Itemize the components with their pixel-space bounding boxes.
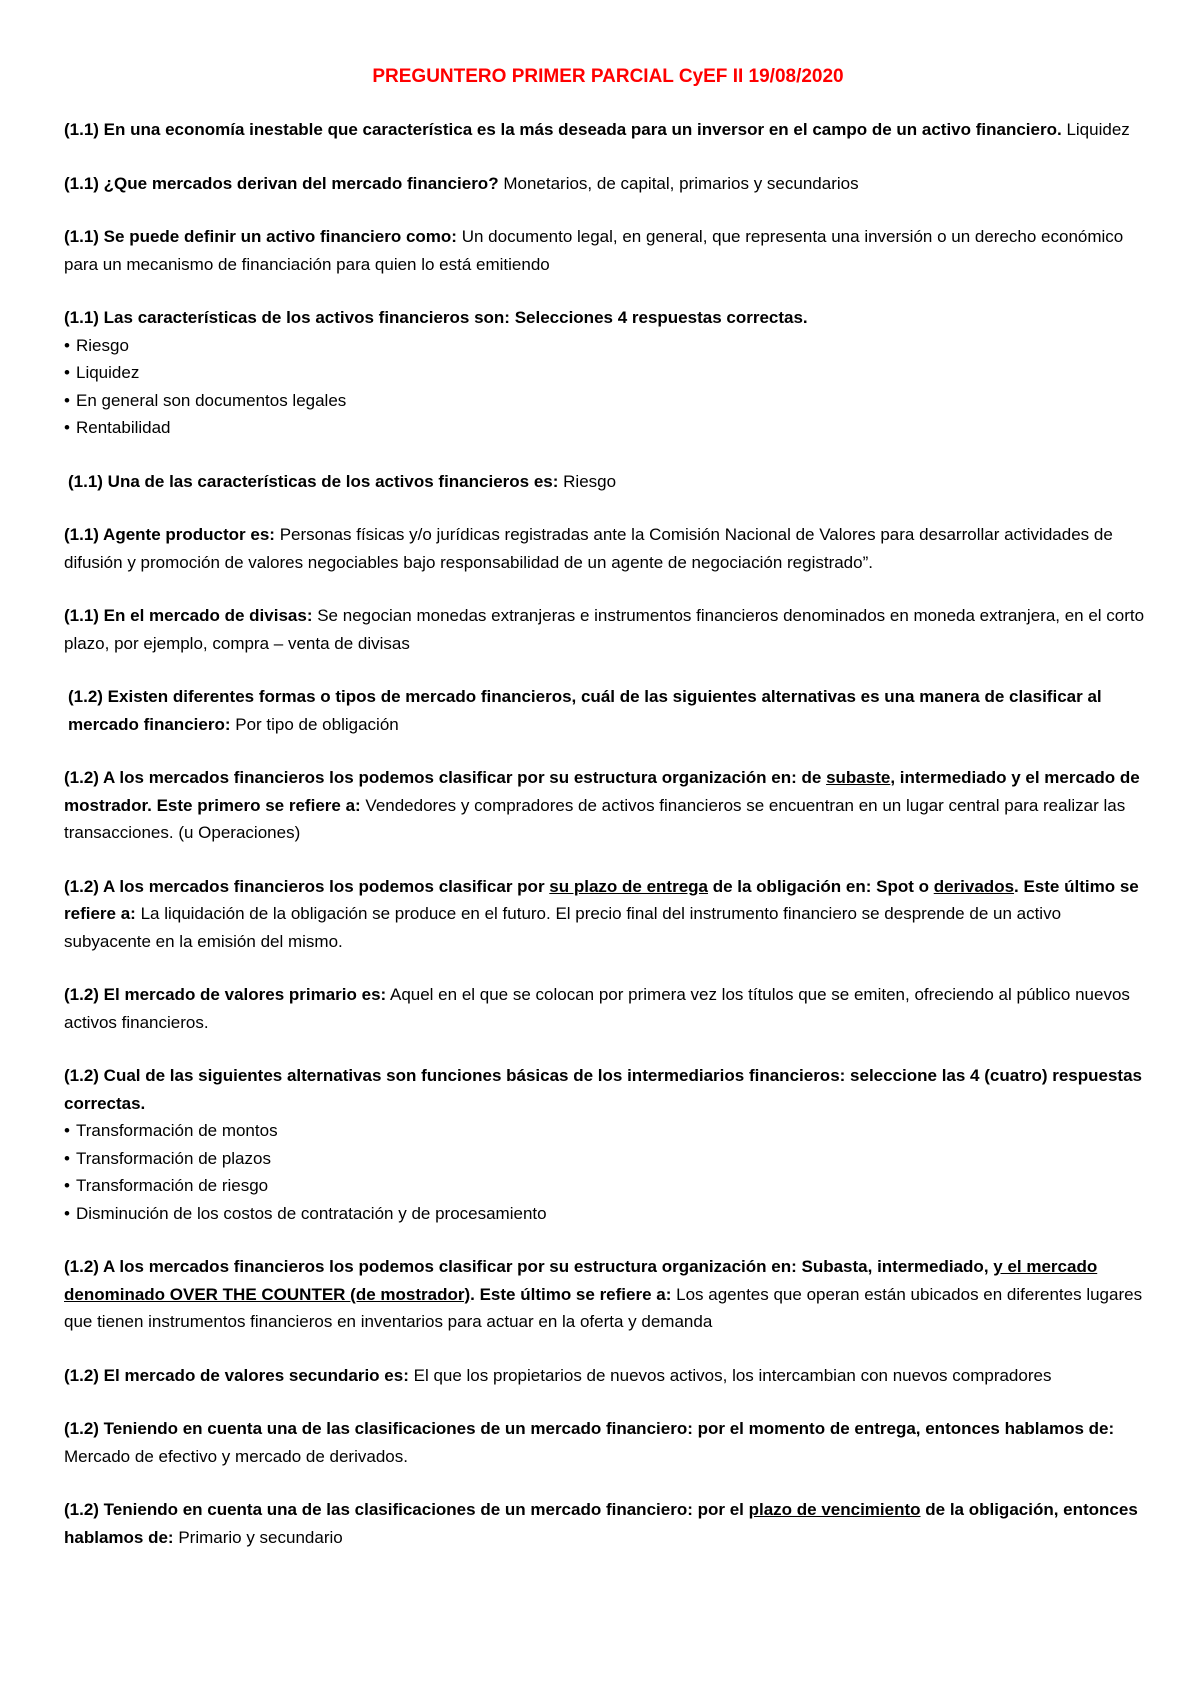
question-text: (1.1) Se puede definir un activo financiero como: <box>64 227 457 246</box>
answer-text: Personas físicas y/o jurídicas registradas ante la Comisión Nacional de Valores para desarrollar actividades de difusión y promoción de valores negociables bajo responsabilidad de un agente de negociación registrado”. <box>64 525 1113 572</box>
question-text: (1.2) El mercado de valores secundario es: <box>64 1365 409 1385</box>
question-text-part: (1.2) A los mercados financieros los podemos clasificar por su estructura organización en: Subasta, intermediado, <box>64 1257 994 1276</box>
answer-text: El que los propietarios de nuevos activos, los intercambian con nuevos compradores <box>413 1365 1052 1385</box>
question-1 <box>64 116 1152 144</box>
question-text: (1.1) En el mercado de divisas: <box>64 606 313 625</box>
answer-text: Monetarios, de capital, primarios y secundarios <box>503 173 859 193</box>
question-text: (1.1) En una economía inestable que característica es la más deseada para un inversor en el campo de un activo financiero. <box>64 120 1062 139</box>
question-text-part: de la obligación en: Spot o <box>707 876 934 896</box>
answer-text: Un documento legal, en general, que representa una inversión o un derecho económico para un mecanismo de financiación para quien lo está emitiendo <box>64 227 1124 274</box>
underlined-term: subaste <box>826 768 891 787</box>
document-title: PREGUNTERO PRIMER PARCIAL CyEF II 19/08/2020 <box>372 66 844 87</box>
answer-text: Los agentes que operan están ubicados en diferentes lugares que tienen instrumentos financieros en inventarios para actuar en la oferta y demanda <box>64 1284 1143 1331</box>
question-text: (1.2) Existen diferentes formas o tipos de mercado financieros, cuál de las siguientes alternativas es una manera de clasificar al mercado financiero: <box>68 687 1102 734</box>
list-item: • Transformación de plazos <box>64 1145 1152 1173</box>
answer-text: Se negocian monedas extranjeras e instrumentos financieros denominados en moneda extranjera, en el corto plazo, por ejemplo, compra – venta de divisas <box>64 606 1145 653</box>
question-text: (1.1) ¿Que mercados derivan del mercado financiero? <box>64 173 499 193</box>
answer-list <box>64 332 1152 442</box>
answer-text: Riesgo <box>563 471 617 491</box>
question-7 <box>64 602 1152 657</box>
list-item: • En general son documentos legales <box>64 387 1152 415</box>
question-10 <box>64 873 1152 956</box>
question-4 <box>64 304 1152 442</box>
question-text-part: , intermediado y el mercado de mostrador. Este primero se refiere a: <box>64 768 1140 815</box>
question-text-part: de la obligación, entonces hablamos de: <box>64 1500 1138 1547</box>
question-9 <box>64 764 1152 847</box>
question-13 <box>64 1253 1152 1336</box>
question-text: (1.2) Teniendo en cuenta una de las clasificaciones de un mercado financiero: por el momento de entrega, entonces hablamos de: <box>64 1419 1115 1438</box>
answer-text: Vendedores y compradores de activos financieros se encuentran en un lugar central para realizar las transacciones. (u Operaciones) <box>64 795 1126 842</box>
question-11 <box>64 981 1152 1036</box>
question-text-part: . Este último se refiere a: <box>470 1284 672 1304</box>
list-item: • Transformación de riesgo <box>64 1172 1152 1200</box>
underlined-term: plazo de vencimiento <box>748 1500 921 1519</box>
question-15 <box>64 1415 1152 1470</box>
question-14 <box>64 1362 1152 1390</box>
question-text-part: (1.2) Teniendo en cuenta una de las clasificaciones de un mercado financiero: por el <box>64 1500 749 1519</box>
question-text-part: (1.2) A los mercados financieros los podemos clasificar por <box>64 876 550 896</box>
question-text: (1.1) Agente productor es: <box>64 525 275 544</box>
question-16 <box>64 1496 1152 1551</box>
question-text: (1.1) Las características de los activos financieros son: Selecciones 4 respuestas correctas. <box>64 308 808 327</box>
question-6 <box>64 521 1152 576</box>
answer-text: Por tipo de obligación <box>235 714 399 734</box>
question-text: (1.2) El mercado de valores primario es: <box>64 985 387 1004</box>
question-2 <box>64 170 1152 198</box>
question-3 <box>64 223 1152 278</box>
question-text: (1.1) Una de las características de los activos financieros es: <box>68 471 559 491</box>
document-page <box>64 64 1152 1577</box>
list-item: • Transformación de montos <box>64 1117 1152 1145</box>
list-item: • Liquidez <box>64 359 1152 387</box>
question-5 <box>64 468 1152 496</box>
list-item: • Rentabilidad <box>64 414 1152 442</box>
question-text-part: (1.2) A los mercados financieros los podemos clasificar por su estructura organización en: de <box>64 768 827 787</box>
question-8 <box>64 683 1152 738</box>
list-item: • Disminución de los costos de contratación y de procesamiento <box>64 1200 1152 1228</box>
answer-list <box>64 1117 1152 1227</box>
answer-text: Aquel en el que se colocan por primera vez los títulos que se emiten, ofreciendo al público nuevos activos financieros. <box>64 985 1130 1032</box>
underlined-term: su plazo de entrega <box>549 876 708 896</box>
answer-text: La liquidación de la obligación se produce en el futuro. El precio final del instrumento financiero se desprende de un activo subyacente en la emisión del mismo. <box>64 904 1062 951</box>
underlined-term: derivados <box>933 876 1015 896</box>
question-12 <box>64 1062 1152 1227</box>
answer-text: Mercado de efectivo y mercado de derivados. <box>64 1446 408 1466</box>
question-text-part: . Este último se refiere a: <box>64 876 1139 923</box>
answer-text: Primario y secundario <box>178 1527 343 1547</box>
answer-text: Liquidez <box>1066 120 1130 139</box>
underlined-term: y el mercado denominado OVER THE COUNTER (de mostrador) <box>64 1257 1098 1304</box>
question-text: (1.2) Cual de las siguientes alternativas son funciones básicas de los intermediarios financieros: seleccione las 4 (cuatro) respuestas correctas. <box>64 1066 1143 1113</box>
list-item: • Riesgo <box>64 332 1152 360</box>
